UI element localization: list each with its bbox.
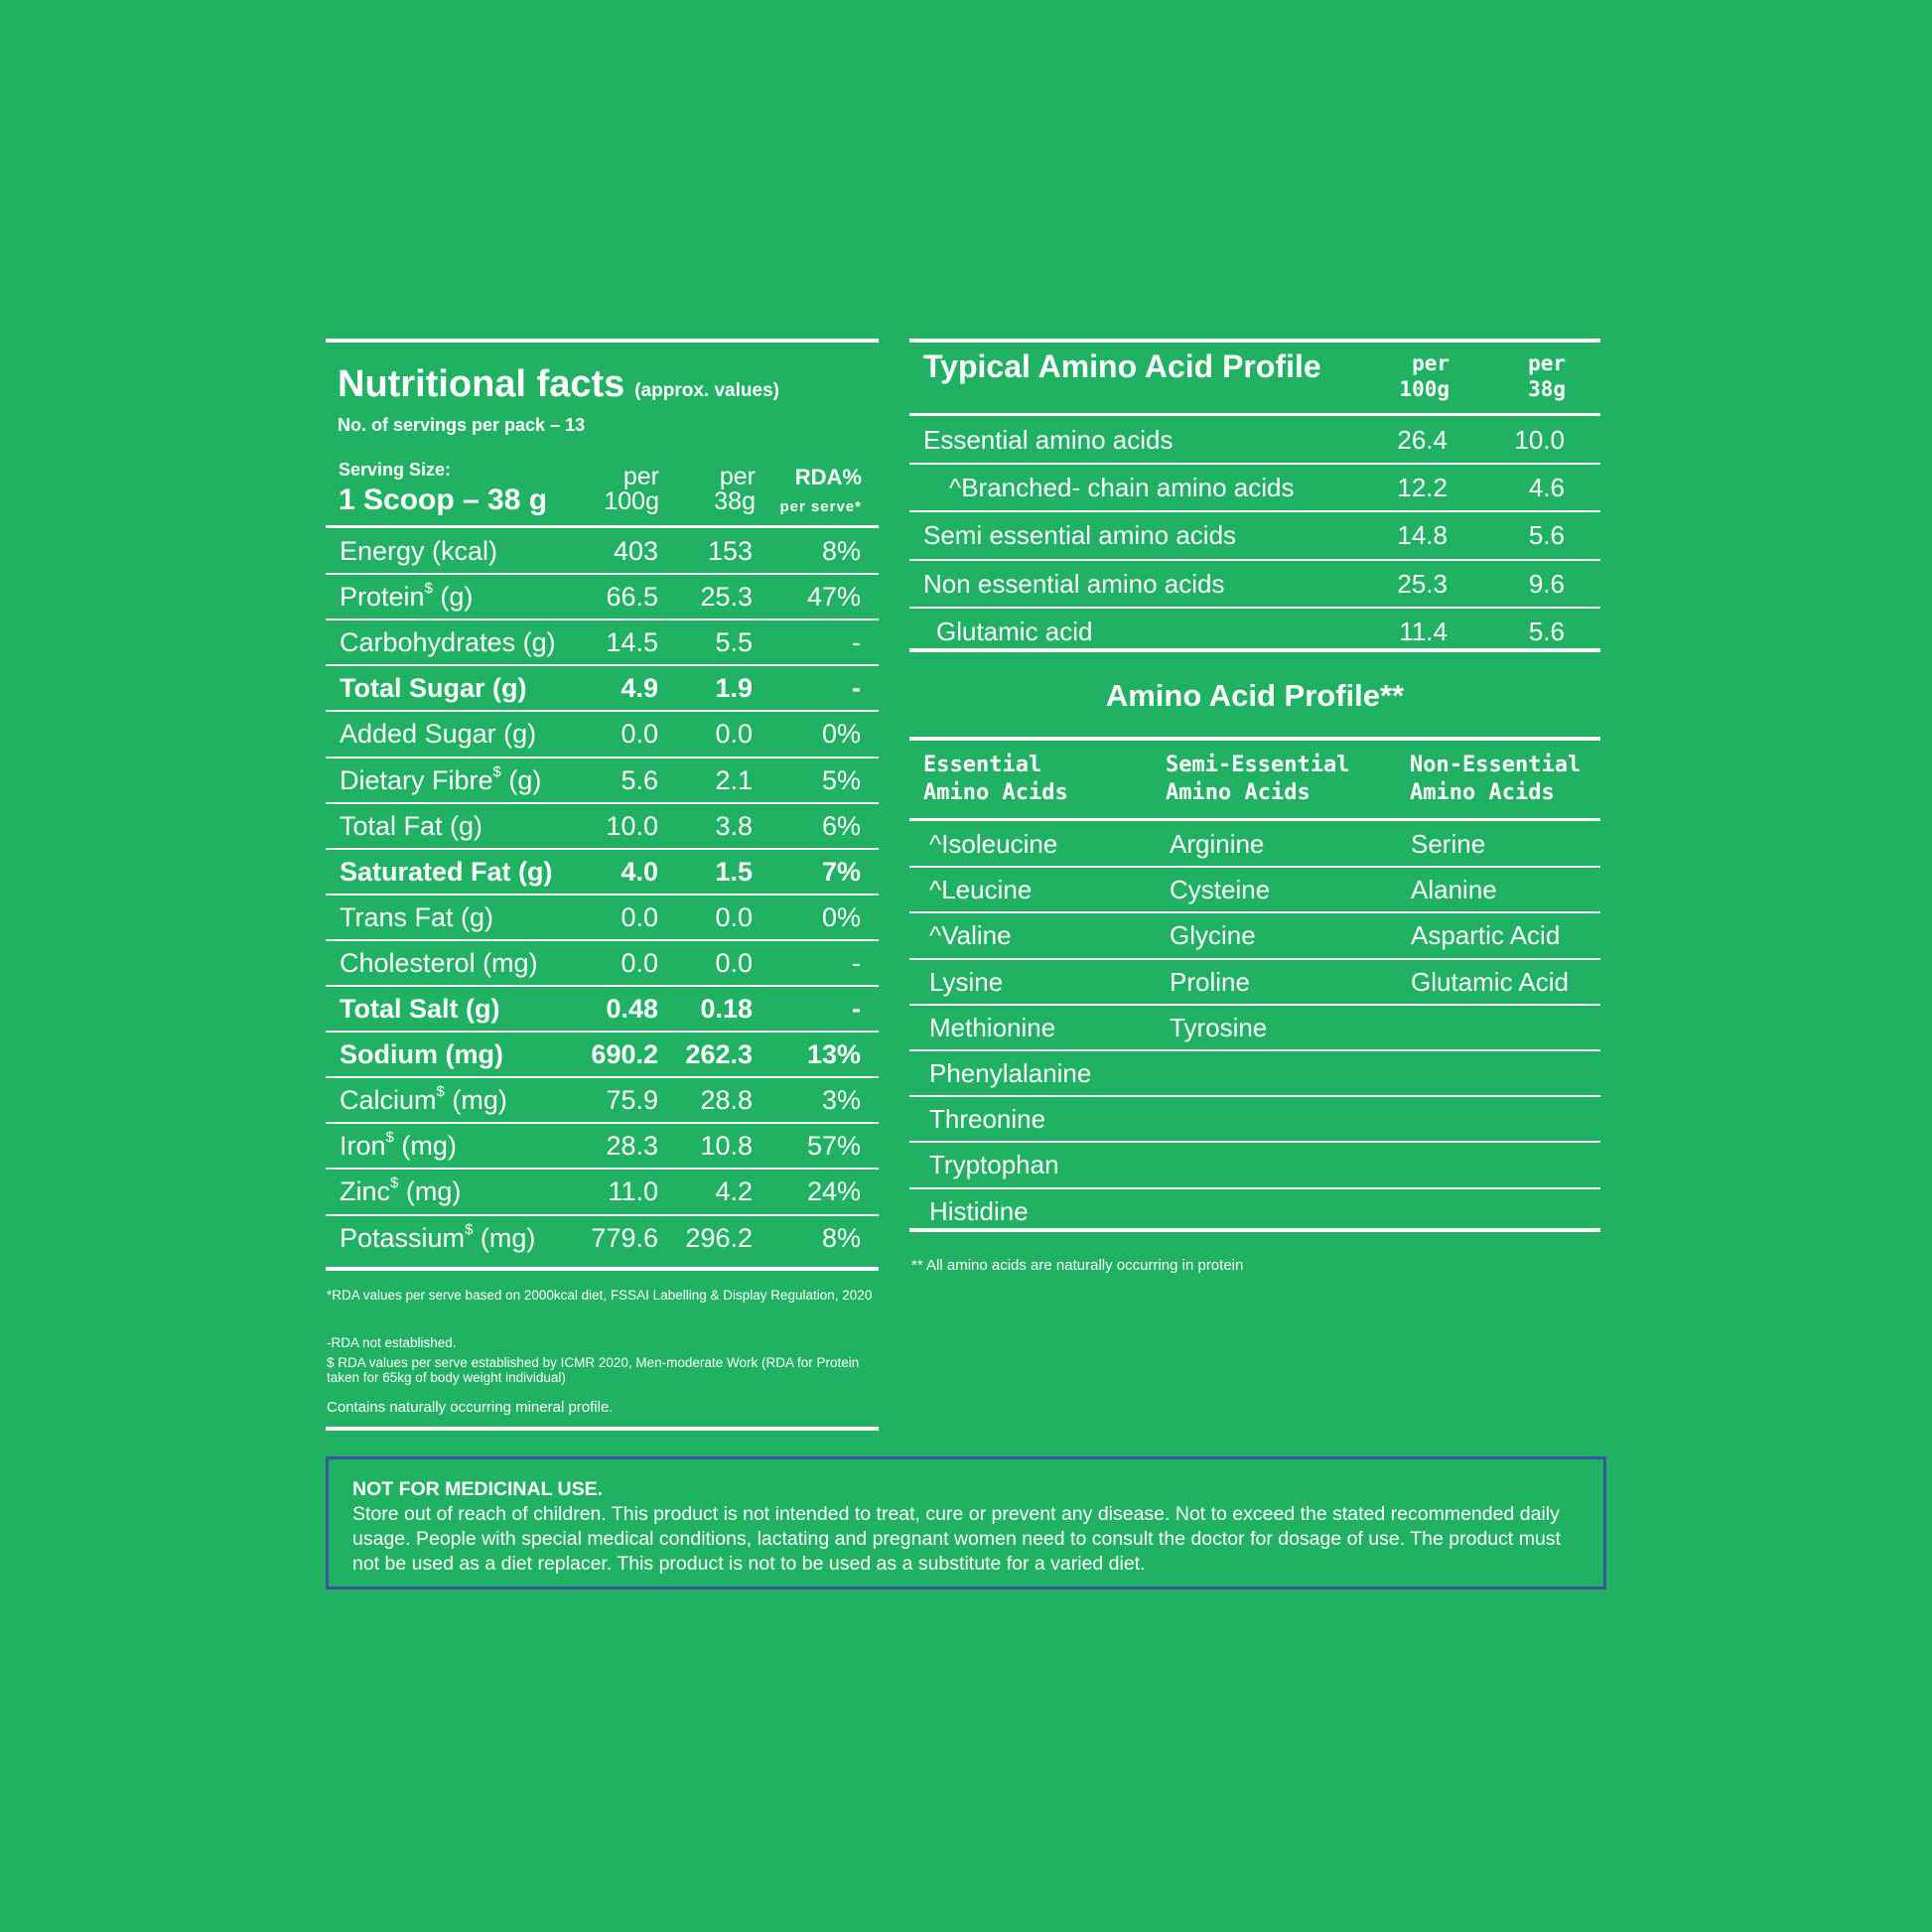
footnote-rda-not-established: -RDA not established. [327, 1335, 457, 1350]
per-100g-value: 4.0 [621, 856, 658, 887]
nutrition-row [326, 1169, 879, 1214]
per-38g-value: 296.2 [685, 1222, 753, 1253]
amino-acid-name: ^Valine [929, 920, 1012, 951]
per-38g-value: 0.0 [715, 901, 753, 932]
amino-profile-title: Amino Acid Profile** [1105, 678, 1405, 713]
rda-value: - [852, 994, 861, 1024]
rda-value: 47% [806, 582, 861, 613]
amino-acid-name: Lysine [929, 966, 1004, 997]
nutrient-label: Trans Fat (g) [340, 901, 494, 932]
typical-amino-row [909, 416, 1600, 464]
amino-acid-name: Proline [1170, 966, 1250, 997]
amino-per-100g-value: 12.2 [1397, 473, 1448, 503]
per-38g-value: 2.1 [715, 764, 753, 795]
per-100g-value: 14.5 [606, 627, 658, 658]
amino-acid-name: Tyrosine [1170, 1012, 1268, 1042]
nutrient-name [340, 580, 473, 614]
amino-profile-header-non-essential-line2: Amino Acids [1410, 780, 1555, 805]
nutrient-label: Saturated Fat (g) [340, 856, 553, 887]
amino-group-name: Glutamic acid [936, 616, 1093, 646]
nutrient-unit: (mg) [398, 1176, 462, 1207]
nutrient-label: Total Salt (g) [340, 994, 500, 1024]
per-38g-value: 0.0 [715, 719, 753, 750]
nutrition-row [326, 849, 879, 895]
per-38g-value: 5.5 [715, 627, 753, 658]
amino-group-name: ^Branched- chain amino acids [949, 473, 1295, 503]
amino-per-38g-value: 9.6 [1528, 568, 1565, 599]
nutrient-label: Total Sugar (g) [340, 673, 527, 704]
per-38g-value: 153 [707, 536, 753, 566]
col-header-per100-line1: per [622, 463, 659, 490]
rda-value: 24% [806, 1176, 861, 1207]
amino-profile-header-semi-essential-line1: Semi-Essential [1166, 753, 1350, 777]
footnote-rda-basis: *RDA values per serve based on 2000kcal diet, FSSAI Labelling & Display Regulation, 2020 [327, 1288, 873, 1303]
amino-profile-row-divider [909, 1141, 1600, 1143]
nutrition-approx-note: (approx. values) [634, 380, 779, 401]
nutrient-name [340, 992, 500, 1026]
icmr-mark: $ [492, 762, 501, 780]
amino-profile-top-rule [909, 737, 1600, 741]
per-100g-value: 779.6 [591, 1222, 658, 1253]
warning-title: NOT FOR MEDICINAL USE. [352, 1478, 604, 1500]
nutrient-label: Potassium [340, 1222, 466, 1253]
per-38g-value: 1.9 [715, 673, 753, 704]
nutrition-row [326, 528, 879, 574]
rda-value: - [852, 673, 861, 704]
nutrient-name [340, 1174, 461, 1208]
per-100g-value: 4.9 [621, 673, 658, 704]
rda-value: 7% [821, 856, 861, 887]
nutrient-label: Added Sugar (g) [340, 719, 537, 750]
typical-amino-col-per38-line2: 38g [1528, 377, 1566, 401]
typical-amino-bottom-rule [909, 648, 1600, 652]
nutrient-label: Sodium (mg) [340, 1039, 503, 1070]
nutrition-title [338, 363, 779, 406]
nutrition-bottom-rule [326, 1267, 879, 1271]
nutrient-label: Carbohydrates (g) [340, 627, 556, 658]
rda-value: 0% [821, 719, 861, 750]
amino-acid-name: Phenylalanine [929, 1058, 1092, 1088]
amino-group-name: Semi essential amino acids [923, 520, 1237, 551]
footnote-icmr: $ RDA values per serve established by ICMR 2020, Men-moderate Work (RDA for Protein taken for 65kg of body weight individual) [327, 1355, 860, 1385]
typical-amino-top-rule [909, 339, 1600, 343]
amino-acid-name: Glutamic Acid [1411, 966, 1569, 997]
amino-acid-name: Serine [1411, 829, 1486, 859]
warning-text: Store out of reach of children. This product is not intended to treat, cure or prevent any disease. Not to exceed the stated recommended daily usage. People with special medical conditions, lactating and pregnant women need to consult the doctor for dosage of use. The product must not be used as a diet replacer. This product is not to be used as a substitute for a varied diet. [352, 1503, 1561, 1575]
per-100g-value: 0.0 [621, 719, 658, 750]
rda-value: - [852, 947, 861, 978]
typical-amino-col-per100 [1385, 350, 1449, 402]
typical-amino-col-per38-line1: per [1528, 351, 1566, 375]
per-38g-value: 0.0 [715, 947, 753, 978]
rda-value: 0% [821, 901, 861, 932]
per-38g-value: 28.8 [700, 1085, 753, 1116]
amino-acid-name: Cysteine [1170, 875, 1271, 905]
nutrition-row [326, 895, 879, 940]
amino-profile-header-essential-line1: Essential [923, 753, 1042, 777]
amino-profile-header-rule [909, 818, 1600, 821]
typical-amino-row [909, 511, 1600, 559]
nutrition-row [326, 758, 879, 803]
per-100g-value: 403 [613, 536, 658, 566]
nutrient-name [340, 671, 527, 705]
nutrient-name [340, 717, 536, 751]
nutrition-row [326, 986, 879, 1032]
amino-profile-header-non-essential [1410, 752, 1581, 807]
typical-amino-col-per100-line2: 100g [1399, 377, 1449, 401]
nutrient-name [340, 534, 497, 568]
nutrition-row [326, 665, 879, 711]
nutrition-row [326, 1077, 879, 1123]
rda-value: 8% [821, 536, 861, 566]
amino-per-38g-value: 4.6 [1528, 473, 1565, 503]
nutrient-name [340, 855, 553, 889]
typical-amino-col-per38 [1509, 350, 1566, 402]
warning-box [326, 1456, 1606, 1589]
per-100g-value: 690.2 [591, 1039, 658, 1070]
amino-per-38g-value: 5.6 [1528, 520, 1565, 551]
per-38g-value: 262.3 [685, 1039, 753, 1070]
per-38g-value: 3.8 [715, 810, 753, 841]
amino-acid-name: Histidine [929, 1195, 1029, 1226]
col-header-per100 [586, 465, 659, 514]
servings-per-pack: No. of servings per pack – 13 [338, 415, 586, 435]
amino-acid-name: Arginine [1170, 829, 1265, 859]
amino-acid-name: Glycine [1170, 920, 1256, 951]
amino-profile-row-divider [909, 911, 1600, 913]
nutrition-row [326, 711, 879, 757]
amino-profile-footnote: ** All amino acids are naturally occurring in protein [911, 1257, 1244, 1274]
nutrient-label: Dietary Fibre [340, 764, 493, 795]
nutrition-row [326, 1215, 879, 1261]
amino-profile-row-divider [909, 866, 1600, 868]
per-100g-value: 66.5 [606, 582, 658, 613]
amino-acid-name: ^Isoleucine [929, 829, 1058, 859]
amino-group-name: Non essential amino acids [923, 568, 1225, 599]
col-header-rda [764, 465, 862, 519]
rda-value: 3% [821, 1085, 861, 1116]
amino-profile-bottom-rule [909, 1228, 1600, 1232]
per-100g-value: 0.0 [621, 901, 658, 932]
nutrition-row [326, 574, 879, 620]
rda-value: 57% [806, 1131, 861, 1162]
amino-per-100g-value: 11.4 [1399, 616, 1448, 646]
typical-amino-row [909, 560, 1600, 608]
nutrition-row [326, 1032, 879, 1077]
col-header-per38 [695, 465, 756, 514]
nutrient-label: Cholesterol (mg) [340, 947, 538, 978]
nutrient-label: Zinc [340, 1176, 391, 1207]
amino-per-38g-value: 10.0 [1514, 425, 1565, 455]
icmr-mark: $ [465, 1220, 474, 1238]
amino-acid-name: Threonine [929, 1104, 1046, 1135]
nutrition-row [326, 940, 879, 986]
per-100g-value: 0.0 [621, 947, 658, 978]
per-100g-value: 5.6 [621, 764, 658, 795]
nutrient-name [340, 763, 541, 797]
per-100g-value: 10.0 [606, 810, 658, 841]
col-header-rda-line1: RDA% [794, 465, 862, 489]
per-38g-value: 4.2 [715, 1176, 753, 1207]
nutrient-label: Total Fat (g) [340, 810, 483, 841]
nutrient-name [340, 1083, 507, 1117]
per-38g-value: 25.3 [700, 582, 753, 613]
nutrient-label: Energy (kcal) [340, 536, 498, 566]
col-header-per38-line2: 38g [714, 487, 756, 515]
nutrient-name [340, 1037, 503, 1071]
per-100g-value: 11.0 [608, 1176, 658, 1207]
nutrition-row [326, 1123, 879, 1169]
amino-profile-row-divider [909, 1187, 1600, 1189]
rda-value: 8% [821, 1222, 861, 1253]
amino-profile-row-divider [909, 958, 1600, 960]
icmr-mark: $ [424, 580, 433, 598]
per-100g-value: 0.48 [606, 994, 658, 1024]
per-100g-value: 75.9 [606, 1085, 658, 1116]
nutrient-unit: (mg) [473, 1222, 536, 1253]
typical-amino-title: Typical Amino Acid Profile [923, 348, 1321, 384]
amino-per-100g-value: 25.3 [1397, 568, 1448, 599]
amino-acid-name: ^Leucine [929, 875, 1033, 905]
per-38g-value: 10.8 [700, 1131, 753, 1162]
nutrient-unit: (mg) [444, 1085, 507, 1116]
amino-acid-name: Methionine [929, 1012, 1056, 1042]
nutrient-name [340, 809, 483, 843]
amino-per-38g-value: 5.6 [1528, 616, 1565, 646]
rda-value: - [852, 627, 861, 658]
nutrition-top-rule [326, 339, 879, 343]
per-38g-value: 1.5 [715, 856, 753, 887]
nutrient-name [340, 1129, 457, 1163]
icmr-mark: $ [385, 1129, 394, 1147]
typical-amino-col-per100-line1: per [1412, 351, 1449, 375]
nutrition-row [326, 803, 879, 849]
per-100g-value: 28.3 [606, 1131, 658, 1162]
amino-per-100g-value: 26.4 [1397, 425, 1448, 455]
amino-per-100g-value: 14.8 [1397, 520, 1448, 551]
icmr-mark: $ [436, 1083, 445, 1101]
nutrient-unit: (mg) [393, 1131, 457, 1162]
nutrient-name [340, 625, 556, 659]
col-header-rda-line2: per serve* [779, 498, 862, 515]
rda-value: 5% [821, 764, 861, 795]
amino-profile-row-divider [909, 1049, 1600, 1051]
amino-profile-header-semi-essential-line2: Amino Acids [1166, 780, 1311, 805]
nutrient-label: Iron [340, 1131, 386, 1162]
icmr-mark: $ [390, 1174, 399, 1192]
nutrient-name [340, 900, 493, 934]
per-38g-value: 0.18 [700, 994, 753, 1024]
nutrient-name [340, 1221, 535, 1255]
serving-size-value: 1 Scoop – 38 g [339, 483, 548, 516]
nutrient-name [340, 946, 538, 980]
amino-profile-header-essential-line2: Amino Acids [923, 780, 1068, 805]
serving-size-label: Serving Size: [339, 460, 452, 480]
typical-amino-row [909, 464, 1600, 511]
amino-profile-header-semi-essential [1166, 752, 1349, 807]
rda-value: 6% [821, 810, 861, 841]
nutrient-unit: (g) [500, 764, 542, 795]
col-header-per100-line2: 100g [604, 487, 659, 515]
amino-profile-header-non-essential-line1: Non-Essential [1410, 753, 1582, 777]
amino-profile-header-essential [923, 752, 1068, 807]
nutrition-title-text: Nutritional facts [338, 363, 625, 405]
amino-profile-row-divider [909, 1095, 1600, 1097]
nutrient-label: Protein [340, 582, 425, 613]
amino-group-name: Essential amino acids [923, 425, 1173, 455]
nutrition-row [326, 620, 879, 665]
amino-profile-row-divider [909, 1004, 1600, 1006]
amino-acid-name: Alanine [1411, 875, 1497, 905]
nutrient-unit: (g) [432, 582, 474, 613]
footnote-mineral-profile: Contains naturally occurring mineral profile. [327, 1399, 614, 1416]
amino-acid-name: Tryptophan [929, 1150, 1059, 1180]
nutrient-label: Calcium [340, 1085, 437, 1116]
rda-value: 13% [806, 1039, 861, 1070]
col-header-per38-line1: per [719, 463, 756, 490]
amino-acid-name: Aspartic Acid [1411, 920, 1561, 951]
nutrition-footer-rule [326, 1427, 879, 1431]
